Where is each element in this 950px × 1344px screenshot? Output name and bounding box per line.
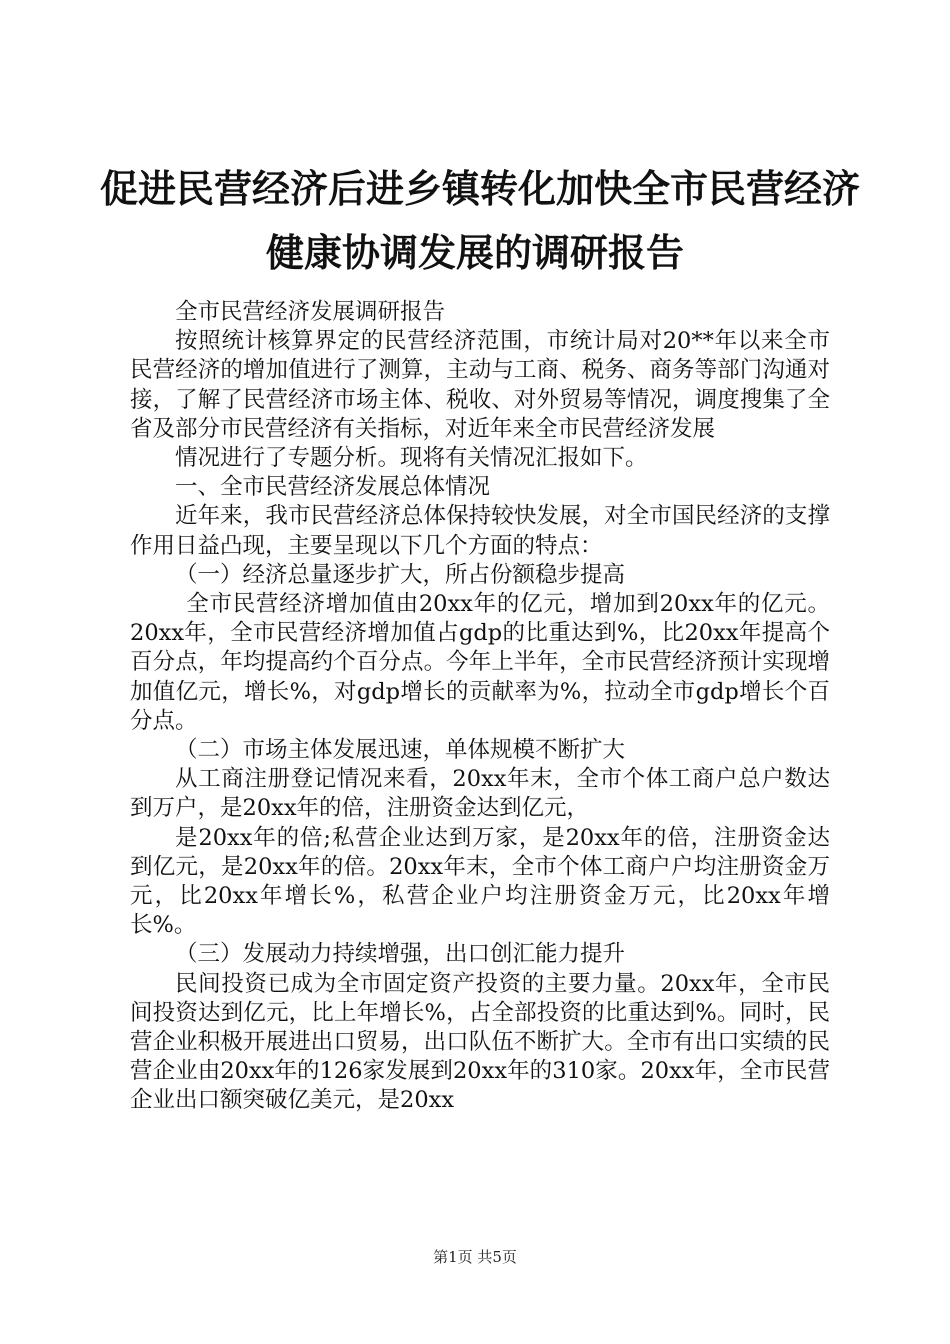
paragraph: 情况进行了专题分析。现将有关情况汇报如下。 [175,445,648,472]
subsection-heading: （三）发展动力持续增强，出口创汇能力提升 [175,941,626,968]
paragraph: 民间投资已成为全市固定资产投资的主要力量。20xx年，全市民间投资达到亿元，比上年增长%，占全部投资的比重达到%。同时，民营企业积极开展进出口贸易，出口队伍不断扩大。全市有出口实绩的民营企业由20xx年的126家发展到20xx年的310家。20xx年，全市民营企业出口额突破亿美元，是20xx [130,970,830,1114]
document-title-line-2: 健康协调发展的调研报告 [265,230,684,275]
subsection-heading: （一）经济总量逐步扩大，所占份额稳步提高 [175,561,626,588]
document-title-line-1: 促进民营经济后进乡镇转化加快全市民营经济 [100,166,861,211]
document-body [130,298,830,1116]
subsection-heading: （二）市场主体发展迅速，单体规模不断扩大 [175,737,626,764]
paragraph: 近年来，我市民营经济总体保持较快发展，对全市国民经济的支撑作用日益凸现，主要呈现以下几个方面的特点： [130,503,830,559]
paragraph: 是20xx年的倍;私营企业达到万家，是20xx年的倍，注册资金达到亿元，是20xx年的倍。20xx年末，全市个体工商户户均注册资金万元，比20xx年增长%，私营企业户均注册资金万元，比20xx年增长%。 [130,824,830,939]
paragraph: 按照统计核算界定的民营经济范围，市统计局对20**年以来全市民营经济的增加值进行了测算，主动与工商、税务、商务等部门沟通对接，了解了民营经济市场主体、税收、对外贸易等情况，调度搜集了全省及部分市民营经济有关指标，对近年来全市民营经济发展 [130,328,830,442]
paragraph-subtitle: 全市民营经济发展调研报告 [175,299,446,325]
paragraph: 全市民营经济增加值由20xx年的亿元，增加到20xx年的亿元。20xx年，全市民营经济增加值占gdp的比重达到%，比20xx年提高个百分点，年均提高约个百分点。今年上半年，全市民营经济预计实现增加值亿元，增长%，对gdp增长的贡献率为%，拉动全市gdp增长个百分点。 [130,591,830,734]
paragraph: 从工商注册登记情况来看，20xx年末，全市个体工商户总户数达到万户，是20xx年的倍，注册资金达到亿元， [130,766,830,822]
page-footer: 第1页 共5页 [433,1248,517,1266]
section-heading: 一、全市民营经济发展总体情况 [175,474,491,501]
